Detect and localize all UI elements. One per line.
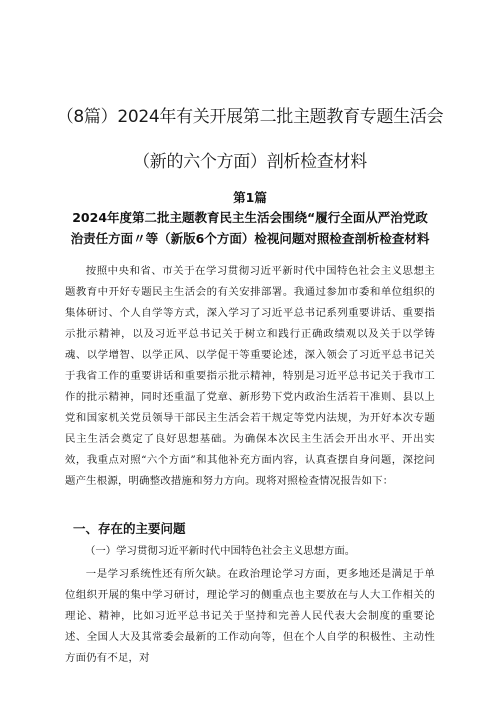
problem-paragraph: 一是学习系统性还有所欠缺。在政治理论学习方面，更多地还是满足于单位组织开展的集中学习研讨，理论学习的侧重点也主要放在与人大工作相关的理论、精神，比如习近平总书记关于坚持和完善人民代表大会制度的重要论述、全国人大及其常委会最新的工作动向等，但在个人自学的积极性、主动性方面仍有不足，对: [65, 568, 435, 664]
section-label: 第1篇: [233, 190, 267, 205]
problem-body: [65, 564, 435, 669]
document-title-line1: （8篇）2024年有关开展第二批主题教育专题生活会: [56, 107, 444, 127]
document-title-line2: （新的六个方面）剖析检查材料: [133, 152, 367, 172]
section-heading-problems: 一、存在的主要问题: [73, 521, 186, 536]
subsection-heading-study: （一）学习贯彻习近平新时代中国特色社会主义思想方面。: [85, 545, 356, 557]
article-subtitle: 2024年度第二批主题教育民主生活会围绕“履行全面从严治党政治责任方面〃等（新版6个方面）检视问题对照检查剖析检查材料: [70, 210, 430, 246]
intro-body: [65, 261, 435, 492]
intro-paragraph: 按照中央和省、市关于在学习贯彻习近平新时代中国特色社会主义思想主题教育中开好专题民主生活会的有关安排部署。我通过参加市委和单位组织的集体研讨、个人自学等方式，深入学习了习近平总书记系列重要讲话、重要指示批示精神，以及习近平总书记关于树立和践行正确政绩观以及关于以学铸魂、以学增智、以学正风、以学促干等重要论述，深入领会了习近平总书记关于我省工作的重要讲话和重要指示批示精神，特别是习近平总书记关于我市工作的批示精神，同时还重温了党章、新形势下党内政治生活若干准则、县以上党和国家机关党员领导干部民主生活会若干规定等党内法规，为开好本次专题民主生活会奠定了良好思想基础。为确保本次民主生活会开出水平、开出实效，我重点对照“六个方面”和其他补充方面内容，认真查摆自身问题，深挖问题产生根源，明确整改措施和努力方向。现将对照检查情况报告如下：: [65, 265, 435, 487]
